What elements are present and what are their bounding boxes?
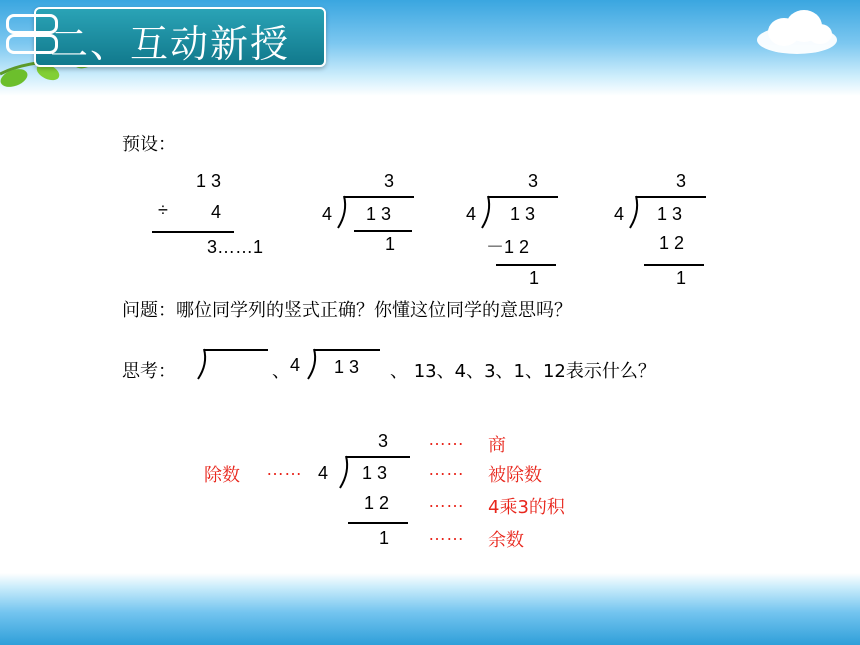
label-product: 4乘3的积 xyxy=(488,497,565,518)
cloud-icon xyxy=(752,8,842,58)
dots-dividend: …… xyxy=(428,459,464,479)
ann-dividend: 1 3 xyxy=(362,463,388,483)
ann-quotient: 3 xyxy=(378,431,389,451)
ex3-top-line xyxy=(488,196,558,198)
ex2-division-bracket xyxy=(336,196,348,230)
ex3-remainder: 1 xyxy=(529,268,540,288)
ex3-product: －1 2 xyxy=(486,237,530,257)
ex4-top-line xyxy=(636,196,706,198)
preset-label: 预设： xyxy=(122,134,176,155)
ex3-division-bracket xyxy=(480,196,492,230)
label-dividend: 被除数 xyxy=(488,465,542,486)
ex1-divisor: 4 xyxy=(211,202,222,222)
ann-sub-line xyxy=(348,522,408,524)
page-title: 二、互动新授 xyxy=(50,22,291,66)
ex1-line xyxy=(152,231,234,233)
think-bracket xyxy=(306,349,318,381)
think-rest: 、 13、4、3、1、12表示什么？ xyxy=(390,361,656,382)
ex4-dividend: 1 3 xyxy=(657,204,683,224)
ex4-divisor: 4 xyxy=(614,204,625,224)
think-top-line xyxy=(314,349,380,351)
think-comma: 、 xyxy=(272,361,290,382)
ex2-top-line xyxy=(344,196,414,198)
ex1-dividend: 1 3 xyxy=(196,171,222,191)
ex4-sub-line xyxy=(644,264,704,266)
ex3-quotient: 3 xyxy=(528,171,539,191)
dots-quotient: …… xyxy=(428,429,464,449)
ann-divisor: 4 xyxy=(318,463,329,483)
ex2-dividend: 1 3 xyxy=(366,204,392,224)
label-divisor: 除数 xyxy=(204,465,240,486)
ex1-result: 3……1 xyxy=(207,237,264,257)
ann-remainder: 1 xyxy=(379,528,390,548)
ann-division-bracket xyxy=(338,456,350,490)
ann-product: 1 2 xyxy=(364,493,390,513)
ex3-divisor: 4 xyxy=(466,204,477,224)
ex4-division-bracket xyxy=(628,196,640,230)
ann-top-line xyxy=(346,456,410,458)
think-blank-top-line xyxy=(204,349,268,351)
dots-divisor: …… xyxy=(266,459,302,479)
dots-remainder: …… xyxy=(428,524,464,544)
question-text: 问题：哪位同学列的竖式正确？你懂这位同学的意思吗？ xyxy=(122,300,572,321)
think-label: 思考： xyxy=(122,361,176,382)
ex1-operator: ÷ xyxy=(158,200,168,220)
title-box xyxy=(34,7,326,67)
think-dividend: 1 3 xyxy=(334,357,360,377)
ex2-sub-line xyxy=(354,230,412,232)
label-remainder: 余数 xyxy=(488,530,524,551)
ex4-quotient: 3 xyxy=(676,171,687,191)
ex4-product: 1 2 xyxy=(659,233,685,253)
binder-ring-icon xyxy=(6,14,58,34)
ex2-quotient: 3 xyxy=(384,171,395,191)
binder-ring-icon xyxy=(6,34,58,54)
think-blank-bracket xyxy=(196,349,208,381)
ex2-divisor: 4 xyxy=(322,204,333,224)
ex2-remainder: 1 xyxy=(385,234,396,254)
ex3-sub-line xyxy=(496,264,556,266)
dots-product: …… xyxy=(428,491,464,511)
ex3-dividend: 1 3 xyxy=(510,204,536,224)
label-quotient: 商 xyxy=(488,435,506,456)
think-divisor: 4 xyxy=(290,355,301,375)
ex4-remainder: 1 xyxy=(676,268,687,288)
footer-band xyxy=(0,573,860,645)
